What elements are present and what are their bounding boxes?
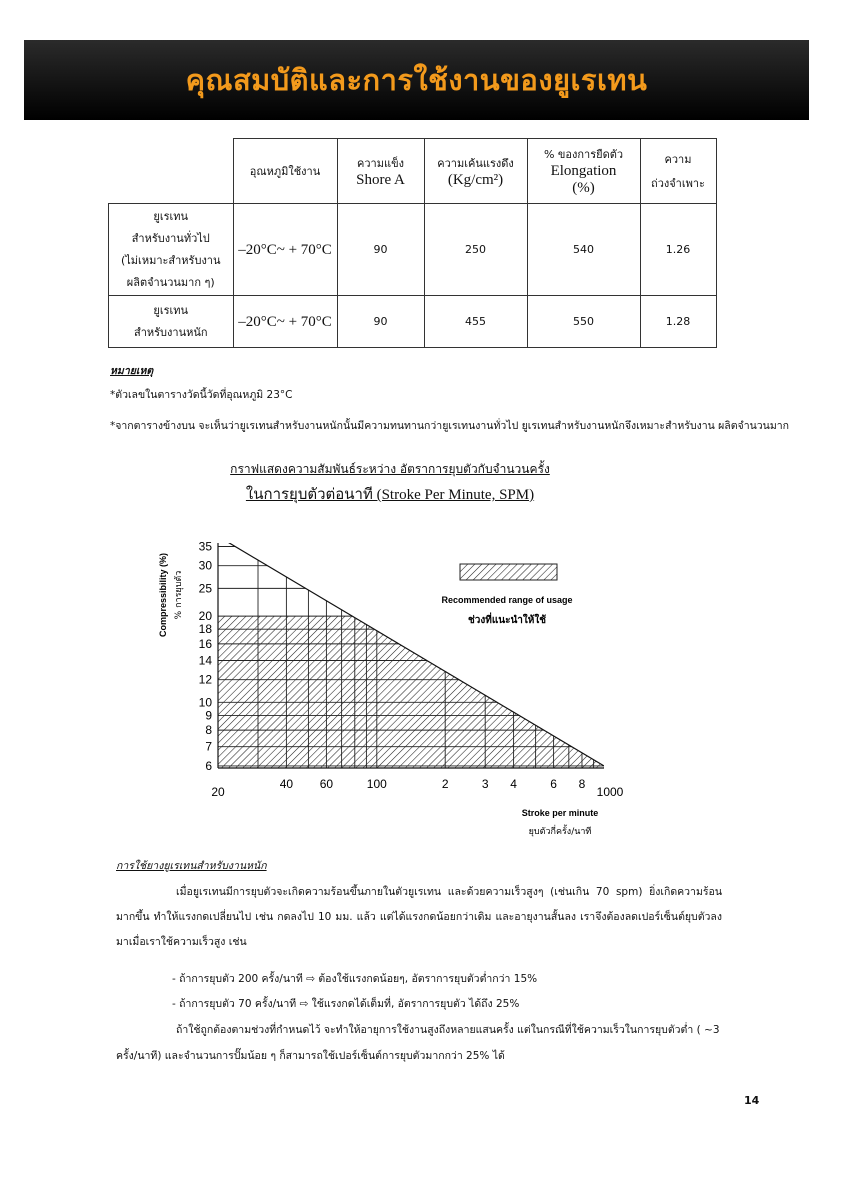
legend-swatch xyxy=(460,564,557,580)
table-corner xyxy=(109,139,234,204)
header-elong-th: % ของการยืดตัว xyxy=(543,148,624,161)
page-title: คุณสมบัติและการใช้งานของยูเรเทน xyxy=(185,63,648,97)
title-banner xyxy=(24,40,809,120)
chart-heading-line1: กราฟแสดงความสัมพันธ์ระหว่าง อัตราการยุบตัวกับจำนวนครั้ง xyxy=(230,462,550,476)
row-label-line: ผลิตจำนวนมาก ๆ) xyxy=(126,275,215,289)
header-tensile-en: (Kg/cm²) xyxy=(447,171,504,188)
notes-title: หมายเหตุ xyxy=(110,365,154,377)
y-tick-label: 8 xyxy=(205,723,212,738)
x-tick-label: 40 xyxy=(279,777,294,791)
cell-tensile: 250 xyxy=(424,204,527,296)
header-elong-unit: (%) xyxy=(572,180,595,196)
header-elong-en: Elongation xyxy=(550,163,617,179)
x-tick-label: 20 xyxy=(211,785,225,799)
page-number: 14 xyxy=(744,1094,760,1107)
y-tick-label: 20 xyxy=(198,609,212,624)
x-axis-label: Stroke per minute xyxy=(521,808,599,818)
cell-elongation: 540 xyxy=(527,204,640,296)
bullet-item: - ถ้าการยุบตัว 200 ครั้ง/นาที ⇨ ต้องใช้แรงกดน้อยๆ, อัตราการยุบตัวต่ำกว่า 15% xyxy=(172,973,538,985)
y-tick-label: 16 xyxy=(198,636,212,651)
y-tick-label: 7 xyxy=(205,739,212,754)
x-tick-label: 1000 xyxy=(596,785,624,799)
recommended-region xyxy=(218,616,604,768)
x-axis-label-th: ยุบตัวกี่ครั้ง/นาที xyxy=(528,827,592,837)
note-durability: *จากตารางข้างบน จะเห็นว่ายูเรเทนสำหรับงานหนักนั้นมีความทนทานกว่ายูเรเทนงานทั่วไป ยูเรเทนสำหรับงานหนักจึงเหมาะสำหรับงาน ผลิตจำนวนมาก xyxy=(110,420,790,432)
x-tick-label: 60 xyxy=(319,777,334,791)
row-label-line: สำหรับงานทั่วไป xyxy=(131,231,210,245)
cell-tensile: 455 xyxy=(424,296,527,348)
y-tick-label: 10 xyxy=(198,695,212,710)
header-hardness-en: Shore A xyxy=(356,171,405,188)
y-tick-label: 35 xyxy=(198,539,212,554)
section-title: การใช้ยางยูเรเทนสำหรับงานหนัก xyxy=(116,860,267,872)
y-tick-label: 14 xyxy=(198,653,212,668)
x-tick-label: 8 xyxy=(578,777,586,791)
table-row xyxy=(109,296,717,348)
header-hardness xyxy=(337,139,424,204)
row-label-line: ยูเรเทน xyxy=(153,209,189,223)
y-tick-label: 9 xyxy=(205,708,212,723)
row-label-general xyxy=(109,204,234,296)
y-axis-label-th: % การยุบตัว xyxy=(174,570,184,620)
chart-heading-line2: ในการยุบตัวต่อนาที (Stroke Per Minute, SPM) xyxy=(245,487,535,503)
compressibility-chart xyxy=(150,535,630,845)
header-temp: อุณหภูมิใช้งาน xyxy=(233,139,337,204)
cell-hardness: 90 xyxy=(337,296,424,348)
cell-sg: 1.28 xyxy=(640,296,716,348)
row-label-heavy xyxy=(109,296,234,348)
properties-table xyxy=(108,138,717,348)
x-tick-label: 100 xyxy=(366,777,387,791)
x-tick-label: 4 xyxy=(510,777,517,791)
note-temperature: *ตัวเลขในตารางวัดนี้วัดที่อุณหภูมิ 23°C xyxy=(110,389,293,401)
cell-temp: –20°C~ + 70°C xyxy=(233,296,337,348)
header-hardness-th: ความแข็ง xyxy=(357,156,404,170)
header-tensile xyxy=(424,139,527,204)
header-elongation xyxy=(527,139,640,204)
section-paragraph-2: ถ้าใช้ถูกต้องตามช่วงที่กำหนดไว้ จะทำให้อายุการใช้งานสูงถึงหลายแสนครั้ง แต่ในกรณีที่ใช้ความเร็วในการยุบตัวต่ำ ( ~3 ครั้ง/นาที) และจำนวนการปั๊มน้อย ๆ ก็สามารถใช้เปอร์เซ็นต์การยุบตัวมากกว่า 25% ได้ xyxy=(116,1024,720,1062)
row-label-line: (ไม่เหมาะสำหรับงาน xyxy=(120,253,221,267)
header-sg-line1: ความ xyxy=(664,153,692,166)
row-label-line: ยูเรเทน xyxy=(153,303,189,317)
y-tick-label: 12 xyxy=(198,672,212,687)
cell-temp: –20°C~ + 70°C xyxy=(233,204,337,296)
cell-sg: 1.26 xyxy=(640,204,716,296)
y-tick-label: 30 xyxy=(198,558,212,573)
bullet-item: - ถ้าการยุบตัว 70 ครั้ง/นาที ⇨ ใช้แรงกดได้เต็มที่, อัตราการยุบตัว ได้ถึง 25% xyxy=(172,998,520,1010)
legend-label-th: ช่วงที่แนะนำให้ใช้ xyxy=(467,615,547,626)
x-tick-label: 6 xyxy=(550,777,557,791)
section-paragraph: เมื่อยูเรเทนมีการยุบตัวจะเกิดความร้อนขึ้นภายในตัวยูเรเทน และด้วยความเร็วสูงๆ (เช่นเกิน 70 spm) ยิ่งเกิดความร้อนมากขึ้น ทำให้แรงกดเปลี่ยนไป เช่น กดลงไป 10 มม. แล้ว แต่ได้แรงกดน้อยกว่าเดิม และอายุงานสั้นลง เราจึงต้องลดเปอร์เซ็นต์ยุบตัวลงมาเมื่อเราใช้ความเร็วสูง เช่น xyxy=(116,886,722,948)
row-label-line: สำหรับงานหนัก xyxy=(133,325,208,339)
cell-hardness: 90 xyxy=(337,204,424,296)
y-tick-label: 6 xyxy=(205,758,212,773)
legend-label: Recommended range of usage xyxy=(441,595,573,605)
header-specific-gravity xyxy=(640,139,716,204)
cell-elongation: 550 xyxy=(527,296,640,348)
y-axis-label: Compressibility (%) xyxy=(158,552,168,638)
table-header-row xyxy=(109,139,717,204)
plot-area xyxy=(199,536,624,799)
y-tick-label: 25 xyxy=(198,581,212,596)
table-row xyxy=(109,204,717,296)
x-tick-label: 3 xyxy=(481,777,489,791)
y-tick-label: 18 xyxy=(198,622,212,637)
x-tick-label: 2 xyxy=(441,777,449,791)
header-sg-line2: ถ่วงจำเพาะ xyxy=(651,177,705,190)
header-tensile-th: ความเค้นแรงดึง xyxy=(437,156,514,170)
